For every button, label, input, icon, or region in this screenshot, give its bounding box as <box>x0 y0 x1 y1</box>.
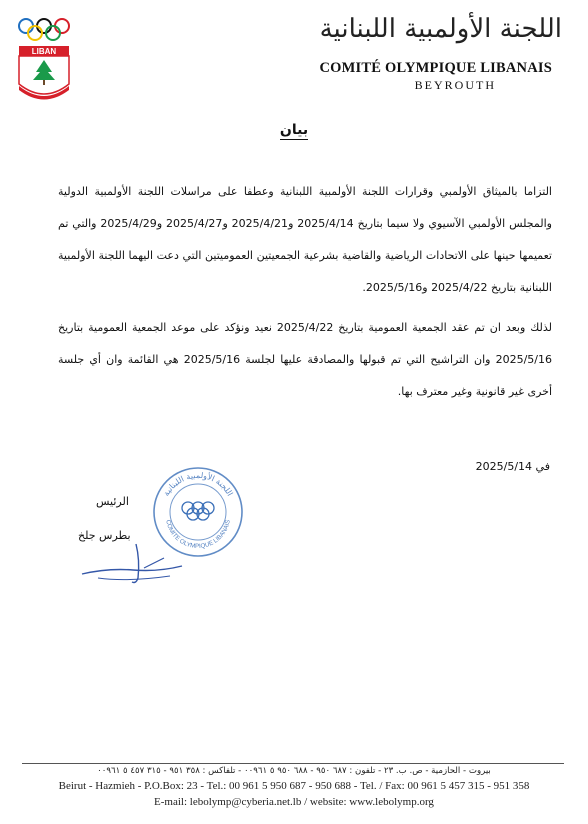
handwritten-signature <box>78 538 188 588</box>
arabic-committee-name: اللجنة الأولمبية اللبنانية <box>319 14 562 44</box>
olympic-committee-logo <box>16 14 72 102</box>
paragraph-2: لذلك وبعد ان تم عقد الجمعية العمومية بتاريخ 2025/4/22 نعيد ونؤكد على موعد الجمعية العمومية بتاريخ 2025/5/16 وان التراشيح التي تم قبولها والمصادقة عليها لجلسة 2025/5/16 هي القائمة وان أي جلسة أخرى غير قانونية وغير معترف بها. <box>58 321 553 398</box>
signatory-name: بطرس جلخ <box>78 529 131 542</box>
signatory-title: الرئيس <box>96 495 129 508</box>
french-committee-name: COMITÉ OLYMPIQUE LIBANAIS <box>319 60 552 76</box>
footer-arabic-address: بيروت - الحازمية - ص. ب. ٢٣ - تلفون : ٦٨٧ ٩٥٠ - ٦٨٨ ٩٥٠ ٥ ٠٠٩٦١ - تلفاكس : ٣٥٨ ٩٥١ - ٣١٥ ٤٥٧ ٥ ٠٠٩٦١ <box>97 766 491 776</box>
document-heading <box>0 122 588 138</box>
svg-text:COMITE OLYMPIQUE LIBANAIS: COMITE OLYMPIQUE LIBANAIS <box>164 519 232 551</box>
document-heading-text: بيان <box>279 122 309 138</box>
paragraph-1: التزاما بالميثاق الأولمبي وقرارات اللجنة الأولمبية اللبنانية وعطفا على مراسلات اللجنة الأولمبية الدولية والمجلس الأولمبي الآسيوي ولا سيما بتاريخ 2025/4/14 و2025/4/21 و2025/4/27 و2025/4/29 والتي تم تعميمها حينها على الاتحادات الرياضية والقاضية بشرعية الجمعيتين العموميتين التي دعت اليهما اللجنة الأولمبية اللبنانية بتاريخ 2025/4/22 و2025/5/16. <box>58 185 552 294</box>
city-label: BEYROUTH <box>414 78 496 92</box>
svg-text:اللجنة الأولمبية اللبنانية: اللجنة الأولمبية اللبنانية <box>161 470 235 498</box>
footer-contact: E-mail: lebolymp@cyberia.net.lb / website: www.lebolymp.org <box>154 796 434 808</box>
document-date: في 2025/5/14 <box>475 460 550 473</box>
footer-divider <box>22 763 564 764</box>
svg-text:LIBAN: LIBAN <box>31 47 57 56</box>
footer-address: Beirut - Hazmieh - P.O.Box: 23 - Tel.: 00 961 5 950 687 - 950 688 - Tel. / Fax: 00 961 5 457 315 - 951 358 <box>58 780 530 792</box>
